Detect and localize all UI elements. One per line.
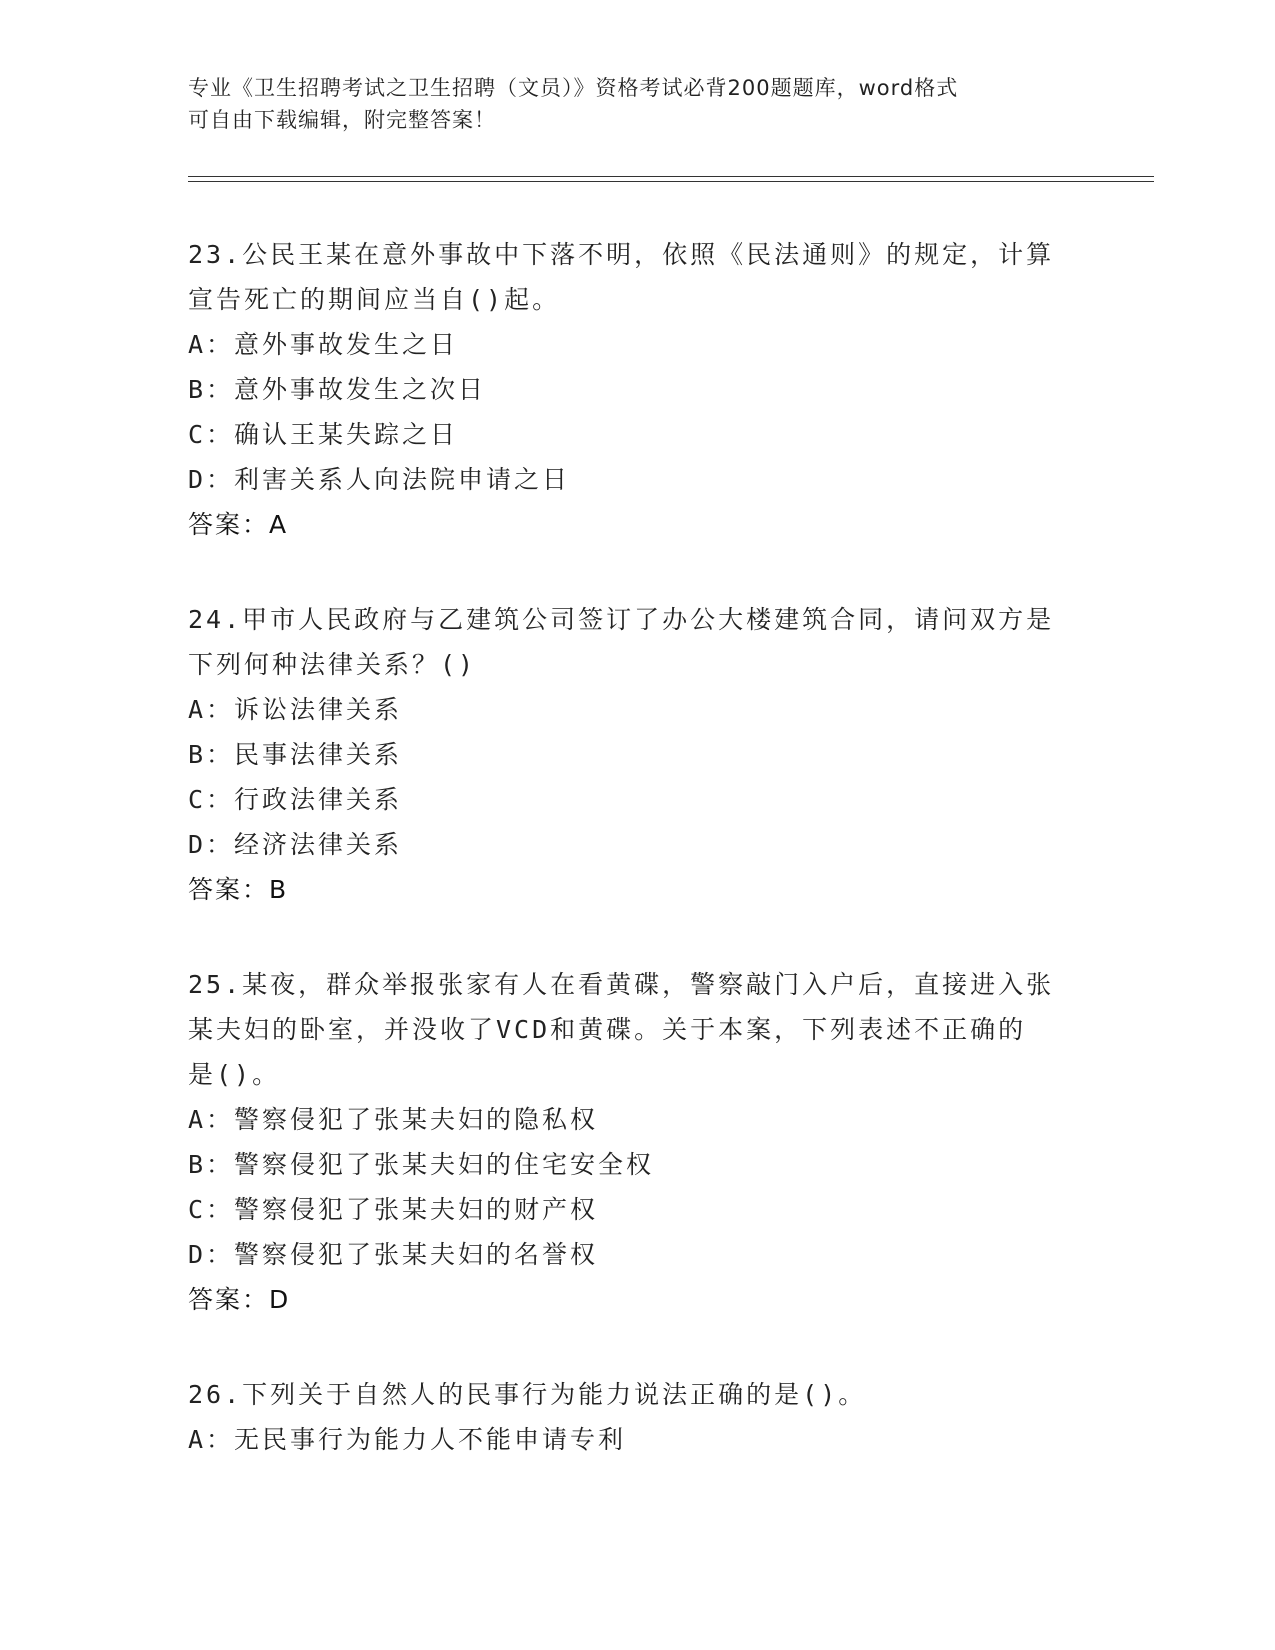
header-divider-bottom: [188, 181, 1154, 182]
question-stem: [188, 1372, 1088, 1417]
header-line-1: 专业《卫生招聘考试之卫生招聘（文员）》资格考试必背200题题库，word格式: [188, 76, 959, 100]
document-header: [188, 72, 1068, 136]
stem-line: 23.公民王某在意外事故中下落不明，依照《民法通则》的规定，计算: [188, 240, 1055, 269]
option-b: B：意外事故发生之次日: [188, 375, 487, 404]
option-b: B：民事法律关系: [188, 740, 403, 769]
stem-line: 24.甲市人民政府与乙建筑公司签订了办公大楼建筑合同，请问双方是: [188, 605, 1055, 634]
stem-line: 是()。: [188, 1060, 281, 1089]
answer: 答案：B: [188, 875, 289, 904]
question-24: [188, 597, 1088, 912]
option-a: A：诉讼法律关系: [188, 695, 403, 724]
option-c: C：警察侵犯了张某夫妇的财产权: [188, 1195, 599, 1224]
option-a: A：意外事故发生之日: [188, 330, 459, 359]
question-stem: [188, 232, 1088, 322]
stem-line: 26.下列关于自然人的民事行为能力说法正确的是()。: [188, 1380, 867, 1409]
option-c: C：行政法律关系: [188, 785, 403, 814]
question-25: [188, 962, 1088, 1322]
answer: 答案：A: [188, 510, 289, 539]
option-a: A：无民事行为能力人不能申请专利: [188, 1425, 627, 1454]
option-d: D：警察侵犯了张某夫妇的名誉权: [188, 1240, 599, 1269]
question-stem: [188, 962, 1088, 1097]
question-26: [188, 1372, 1088, 1462]
option-c: C：确认王某失踪之日: [188, 420, 459, 449]
answer: 答案：D: [188, 1285, 291, 1314]
stem-line: 某夫妇的卧室，并没收了VCD和黄碟。关于本案，下列表述不正确的: [188, 1015, 1027, 1044]
question-23: [188, 232, 1088, 547]
header-line-2: 可自由下载编辑，附完整答案！: [188, 108, 496, 132]
question-stem: [188, 597, 1088, 687]
header-divider-top: [188, 176, 1154, 177]
option-b: B：警察侵犯了张某夫妇的住宅安全权: [188, 1150, 655, 1179]
option-a: A：警察侵犯了张某夫妇的隐私权: [188, 1105, 599, 1134]
stem-line: 25.某夜，群众举报张家有人在看黄碟，警察敲门入户后，直接进入张: [188, 970, 1055, 999]
stem-line: 下列何种法律关系？(): [188, 650, 477, 679]
stem-line: 宣告死亡的期间应当自()起。: [188, 285, 561, 314]
option-d: D：经济法律关系: [188, 830, 403, 859]
option-d: D：利害关系人向法院申请之日: [188, 465, 571, 494]
